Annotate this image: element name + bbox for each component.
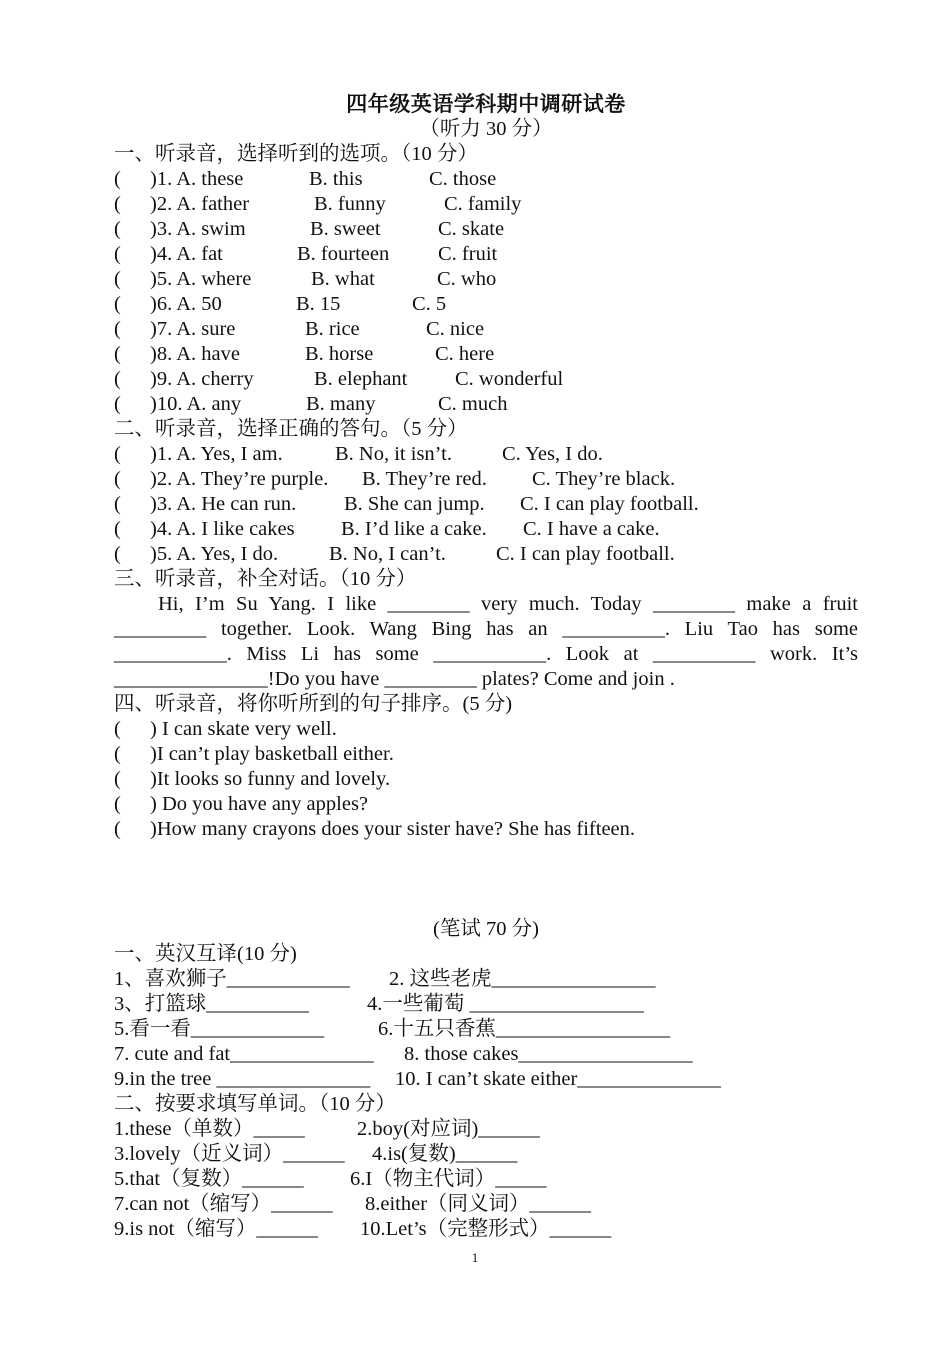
section-2-list [114, 442, 858, 567]
dialogue-line: ___________. Miss Li has some ___________. Look at __________ work. It’s [114, 643, 858, 665]
word-form-row: 1.these（单数）_____ 2.boy(对应词)______ [114, 1118, 540, 1140]
word-form-row: 5.that（复数）______ 6.I（物主代词）_____ [114, 1168, 547, 1190]
question-row: ( )8. A. have B. horse C. here [114, 343, 495, 365]
translation-row: 3、打篮球__________ 4.一些葡萄 _________________ [114, 993, 644, 1015]
page-number: 1 [471, 1250, 479, 1265]
question-row: ( )5. A. where B. what C. who [114, 268, 497, 290]
dialogue-paragraph [114, 592, 858, 692]
section-3-heading: 三、听录音，补全对话。（10 分） [114, 568, 417, 590]
section-1-list [114, 167, 858, 417]
question-row: ( )I can’t play basketball either. [114, 743, 394, 765]
page-title: 四年级英语学科期中调研试卷 [346, 92, 626, 116]
question-row: ( )3. A. He can run. B. She can jump. C. I can play football. [114, 493, 699, 515]
question-row: ( )6. A. 50 B. 15 C. 5 [114, 293, 447, 315]
translation-row: 7. cute and fat______________ 8. those cakes_________________ [114, 1043, 693, 1065]
question-row: ( )2. A. They’re purple. B. They’re red. C. They’re black. [114, 468, 676, 490]
exam-page [114, 92, 858, 1242]
word-form-row: 3.lovely（近义词）______ 4.is(复数)______ [114, 1143, 518, 1165]
question-row: ( ) Do you have any apples? [114, 793, 369, 815]
word-form-list [114, 1117, 858, 1242]
section-1-heading: 一、听录音，选择听到的选项。（10 分） [114, 143, 478, 165]
dialogue-line: _______________!Do you have _________ plates? Come and join . [114, 668, 675, 690]
translation-row: 9.in the tree _______________ 10. I can’t skate either______________ [114, 1068, 721, 1090]
translation-list [114, 967, 858, 1092]
word-form-row: 9.is not（缩写）______ 10.Let’s（完整形式）______ [114, 1218, 612, 1240]
translation-row: 5.看一看_____________ 6.十五只香蕉_________________ [114, 1018, 671, 1040]
word-form-row: 7.can not（缩写）______ 8.either（同义词）______ [114, 1193, 592, 1215]
question-row: ( )How many crayons does your sister have? She has fifteen. [114, 818, 636, 840]
question-row: ( )9. A. cherry B. elephant C. wonderful [114, 368, 564, 390]
dialogue-line: Hi, I’m Su Yang. I like ________ very much. Today ________ make a fruit [158, 593, 858, 615]
section-4-list [114, 717, 858, 842]
translation-row: 1、喜欢狮子____________ 2. 这些老虎________________ [114, 968, 656, 990]
section-2-heading: 二、听录音，选择正确的答句。（5 分） [114, 418, 468, 440]
question-row: ( )4. A. fat B. fourteen C. fruit [114, 243, 498, 265]
question-row: ( )10. A. any B. many C. much [114, 393, 508, 415]
question-row: ( )3. A. swim B. sweet C. skate [114, 218, 505, 240]
listening-subtitle: （听力 30 分） [419, 118, 553, 140]
question-row: ( )4. A. I like cakes B. I’d like a cake. C. I have a cake. [114, 518, 660, 540]
question-row: ( )2. A. father B. funny C. family [114, 193, 522, 215]
question-row: ( )1. A. Yes, I am. B. No, it isn’t. C. Yes, I do. [114, 443, 603, 465]
written-section-2-heading: 二、按要求填写单词。（10 分） [114, 1093, 396, 1115]
question-row: ( )7. A. sure B. rice C. nice [114, 318, 485, 340]
question-row: ( )1. A. these B. this C. those [114, 168, 497, 190]
question-row: ( )5. A. Yes, I do. B. No, I can’t. C. I can play football. [114, 543, 675, 565]
written-section-1-heading: 一、英汉互译(10 分) [114, 943, 297, 965]
question-row: ( ) I can skate very well. [114, 718, 337, 740]
written-subtitle: (笔试 70 分) [433, 918, 539, 940]
dialogue-line: _________ together. Look. Wang Bing has an __________. Liu Tao has some [114, 618, 858, 640]
question-row: ( )It looks so funny and lovely. [114, 768, 391, 790]
section-4-heading: 四、听录音，将你听所到的句子排序。(5 分) [114, 693, 513, 715]
